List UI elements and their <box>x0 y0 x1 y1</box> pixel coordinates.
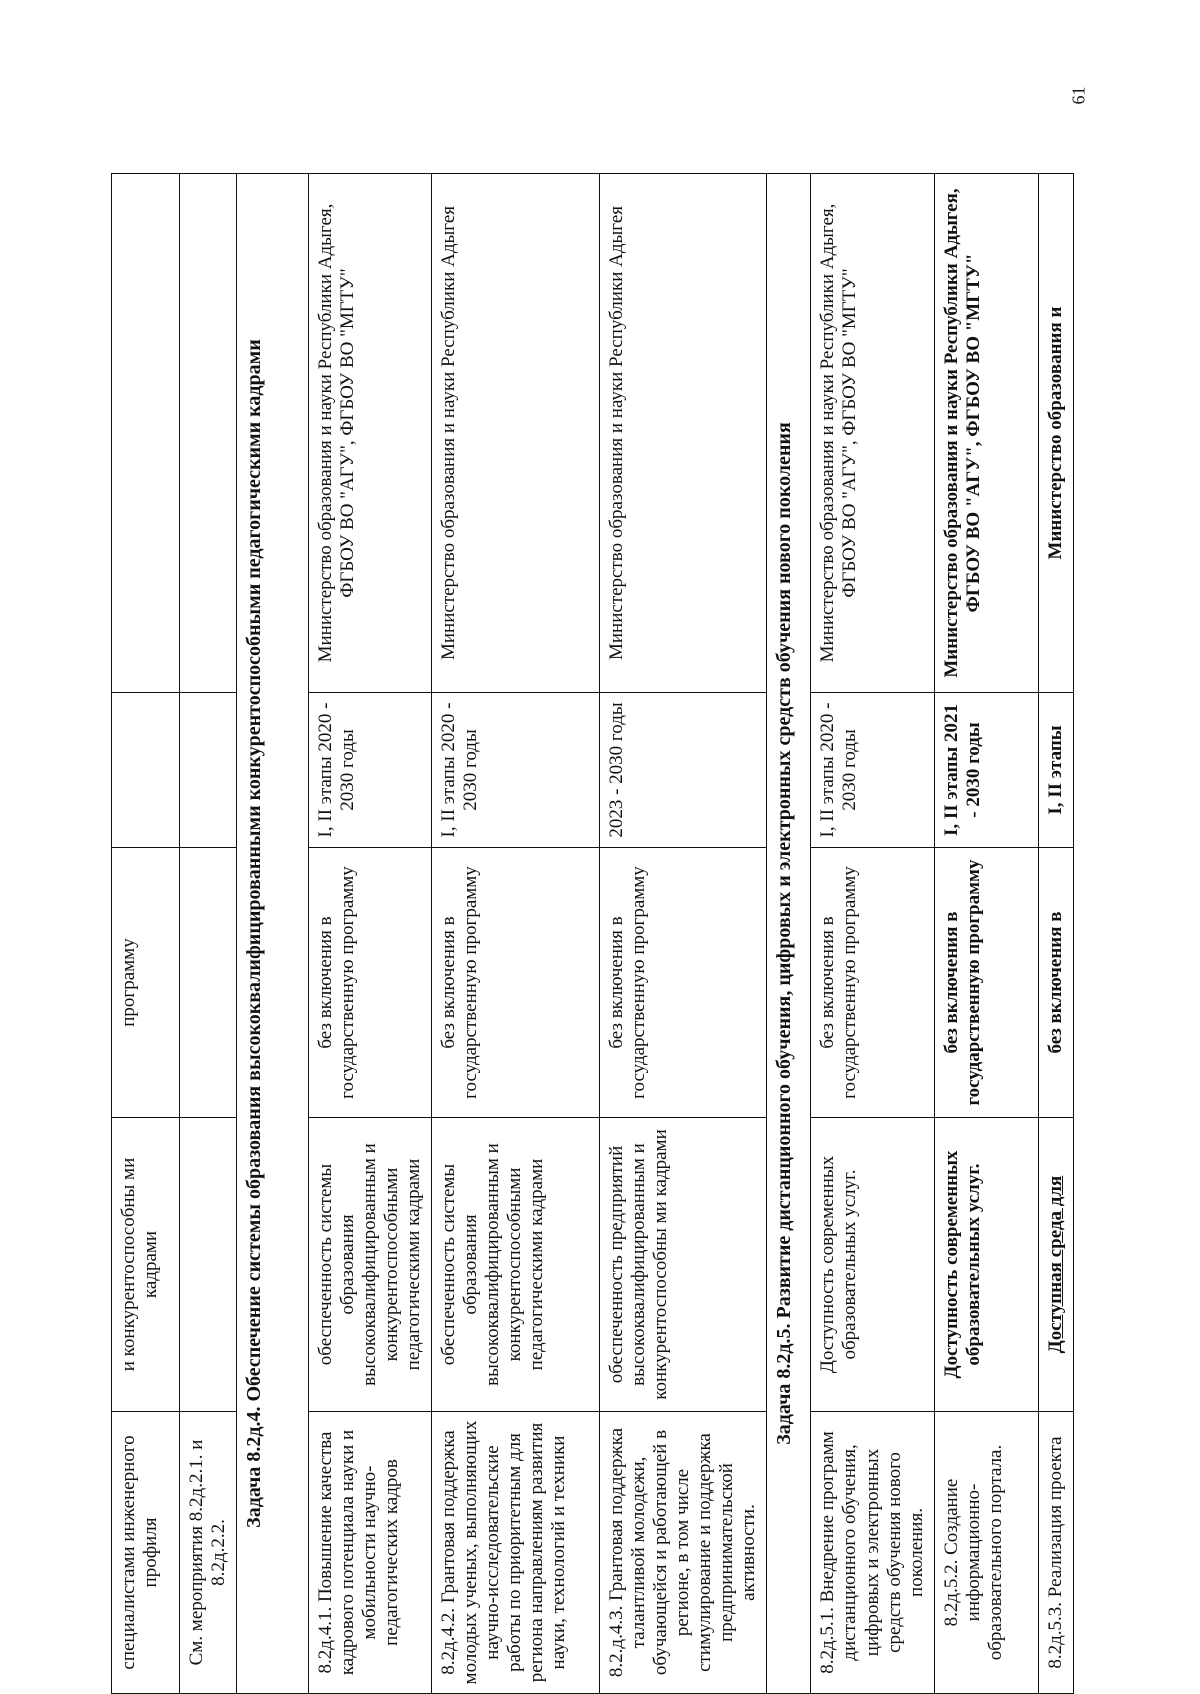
empty-cell <box>180 174 237 693</box>
table-row-cut <box>1038 174 1073 1694</box>
table-row-reference <box>180 174 237 1694</box>
table-cell-funding: без включения в государственную программу <box>811 848 934 1118</box>
table-row <box>432 174 600 1694</box>
table-row <box>112 174 180 1694</box>
table-cell-result: обеспеченность системы образования высококвалифицированным и конкурентоспособными педагогическими кадрами <box>309 1118 432 1412</box>
section-heading-task-8-2d-5: Задача 8.2д.5. Развитие дистанционного обучения, цифровых и электронных средств обучения нового поколения <box>767 174 811 1694</box>
table-cell-result: Доступность современных образовательных услуг. <box>811 1118 934 1412</box>
table-cell-measure: 8.2.д.4.3. Грантовая поддержка талантливой молодежи, обучающейся и работающей в регионе, в том числе стимулирование и поддержка предпринимательской активности. <box>600 1412 767 1694</box>
table-row <box>934 174 1038 1694</box>
table-cell-measure: 8.2д.5.1. Внедрение программ дистанционного обучения, цифровых и электронных средств обучения нового поколения. <box>811 1412 934 1694</box>
table-cell-measure: 8.2д.5.2. Создание информационно-образовательного портала. <box>934 1412 1038 1694</box>
table-cell-executor <box>112 174 180 693</box>
measures-table <box>111 173 1074 1694</box>
page-number: 61 <box>1068 86 1089 105</box>
table-cell-result: и конкурентоспособны ми кадрами <box>112 1118 180 1412</box>
table-cell-result: Доступная среда для <box>1038 1118 1073 1412</box>
table-cell-measure: 8.2д.4.1. Повышение качества кадрового потенциала науки и мобильности научно-педагогических кадров <box>309 1412 432 1694</box>
table-cell-executor: Министерство образования и <box>1038 174 1073 693</box>
table-cell-period: I, II этапы 2020 - 2030 годы <box>432 693 600 848</box>
table-cell-funding: без включения в государственную программу <box>309 848 432 1118</box>
table-cell-executor: Министерство образования и науки Республики Адыгея, ФГБОУ ВО "АГУ", ФГБОУ ВО "МГТУ" <box>811 174 934 693</box>
table-cell-period: I, II этапы <box>1038 693 1073 848</box>
table-cell-result: обеспеченность системы образования высококвалифицированным и конкурентоспособными педагогическими кадрами <box>432 1118 600 1412</box>
table-cell-funding: без включения в государственную программу <box>934 848 1038 1118</box>
table-cell-measure: 8.2д.5.3. Реализация проекта <box>1038 1412 1073 1694</box>
empty-cell <box>180 848 237 1118</box>
table-cell-funding: программу <box>112 848 180 1118</box>
table-cell-period <box>112 693 180 848</box>
rotated-table-container <box>111 174 1066 1694</box>
table-row <box>309 174 432 1694</box>
table-row <box>600 174 767 1694</box>
table-cell-funding: без включения в государственную программу <box>432 848 600 1118</box>
section-heading-row <box>767 174 811 1694</box>
table-cell-funding: без включения в <box>1038 848 1073 1118</box>
table-cell-executor: Министерство образования и науки Республики Адыгея, ФГБОУ ВО "АГУ", ФГБОУ ВО "МГТУ" <box>309 174 432 693</box>
table-cell-period: I, II этапы 2020 - 2030 годы <box>811 693 934 848</box>
empty-cell <box>180 1118 237 1412</box>
table-cell-measure: специалистами инженерного профиля <box>112 1412 180 1694</box>
table-cell-period: I, II этапы 2020 - 2030 годы <box>309 693 432 848</box>
empty-cell <box>180 693 237 848</box>
table-row <box>811 174 934 1694</box>
section-heading-task-8-2d-4: Задача 8.2д.4. Обеспечение системы образования высококвалифицированными конкурентоспособными педагогическими кадрами <box>237 174 309 1694</box>
table-cell-result: обеспеченность предприятий высококвалифицированным и конкурентоспособны ми кадрами <box>600 1118 767 1412</box>
table-cell-executor: Министерство образования и науки Республики Адыгея <box>432 174 600 693</box>
table-cell-measure: 8.2д.4.2. Грантовая поддержка молодых ученых, выполняющих научно-исследовательские работы по приоритетным для региона направлениям развития науки, технологий и техники <box>432 1412 600 1694</box>
table-cell-period: 2023 - 2030 годы <box>600 693 767 848</box>
reference-cell: См. мероприятия 8.2д.2.1. и 8.2д.2.2. <box>180 1412 237 1694</box>
table-cell-executor: Министерство образования и науки Республики Адыгея, ФГБОУ ВО "АГУ", ФГБОУ ВО "МГТУ" <box>934 174 1038 693</box>
table-cell-executor: Министерство образования и науки Республики Адыгея <box>600 174 767 693</box>
table-cell-period: I, II этапы 2021 - 2030 годы <box>934 693 1038 848</box>
section-heading-row <box>237 174 309 1694</box>
table-cell-funding: без включения в государственную программу <box>600 848 767 1118</box>
table-cell-result: Доступность современных образовательных услуг. <box>934 1118 1038 1412</box>
